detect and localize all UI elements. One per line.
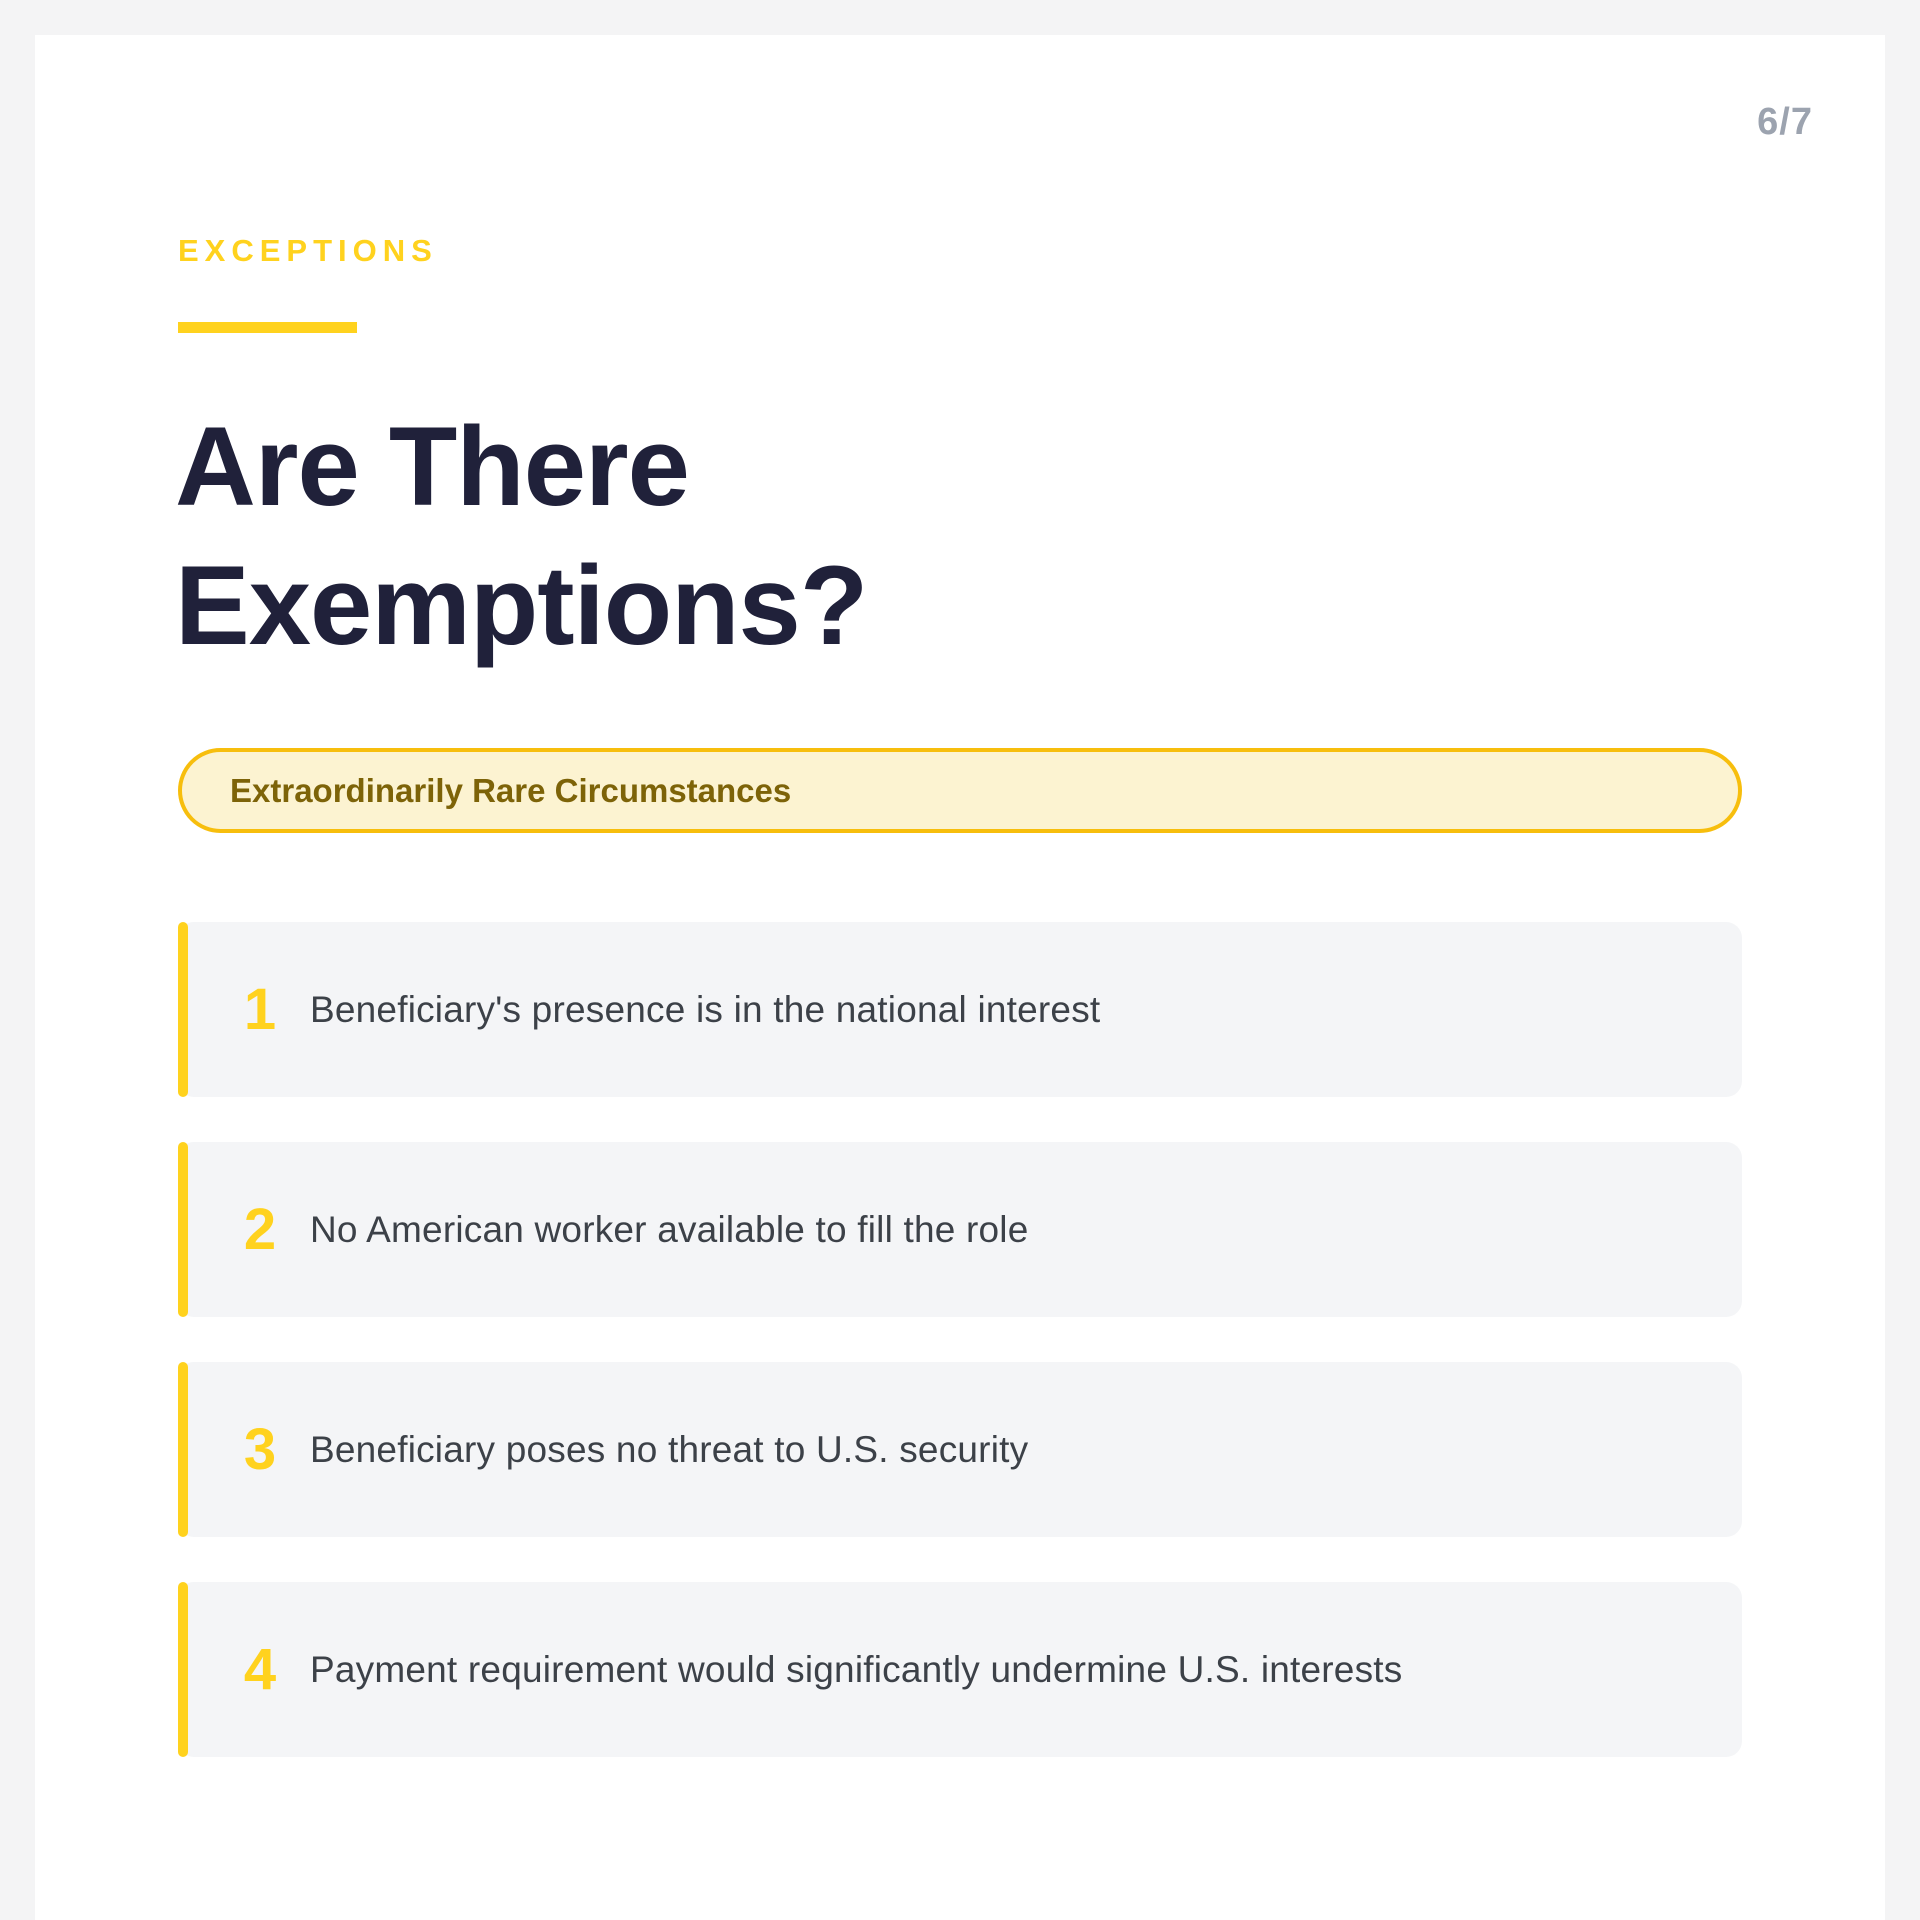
category-badge <box>178 748 1742 833</box>
item-text: Payment requirement would significantly undermine U.S. interests <box>310 1648 1403 1690</box>
item-number: 1 <box>243 977 277 1042</box>
item-text: Beneficiary poses no threat to U.S. security <box>310 1428 1029 1470</box>
page-title: Are There Exemptions? <box>175 404 868 668</box>
item-text: No American worker available to fill the role <box>310 1208 1029 1250</box>
list-item <box>178 1582 1742 1757</box>
page-indicator: 6/7 <box>1757 101 1813 143</box>
exemption-list <box>178 922 1742 1757</box>
item-number: 2 <box>243 1197 277 1262</box>
item-number: 4 <box>243 1637 277 1702</box>
slide-card <box>35 35 1885 1920</box>
item-accent-bar <box>178 922 188 1097</box>
item-text: Beneficiary's presence is in the national interest <box>310 988 1101 1030</box>
item-accent-bar <box>178 1582 188 1757</box>
item-number: 3 <box>243 1417 277 1482</box>
eyebrow-label: EXCEPTIONS <box>178 233 438 268</box>
list-item <box>178 1362 1742 1537</box>
item-accent-bar <box>178 1362 188 1537</box>
item-accent-bar <box>178 1142 188 1317</box>
eyebrow-underline <box>178 322 357 333</box>
badge-label: Extraordinarily Rare Circumstances <box>230 771 792 809</box>
list-item <box>178 1142 1742 1317</box>
list-item <box>178 922 1742 1097</box>
